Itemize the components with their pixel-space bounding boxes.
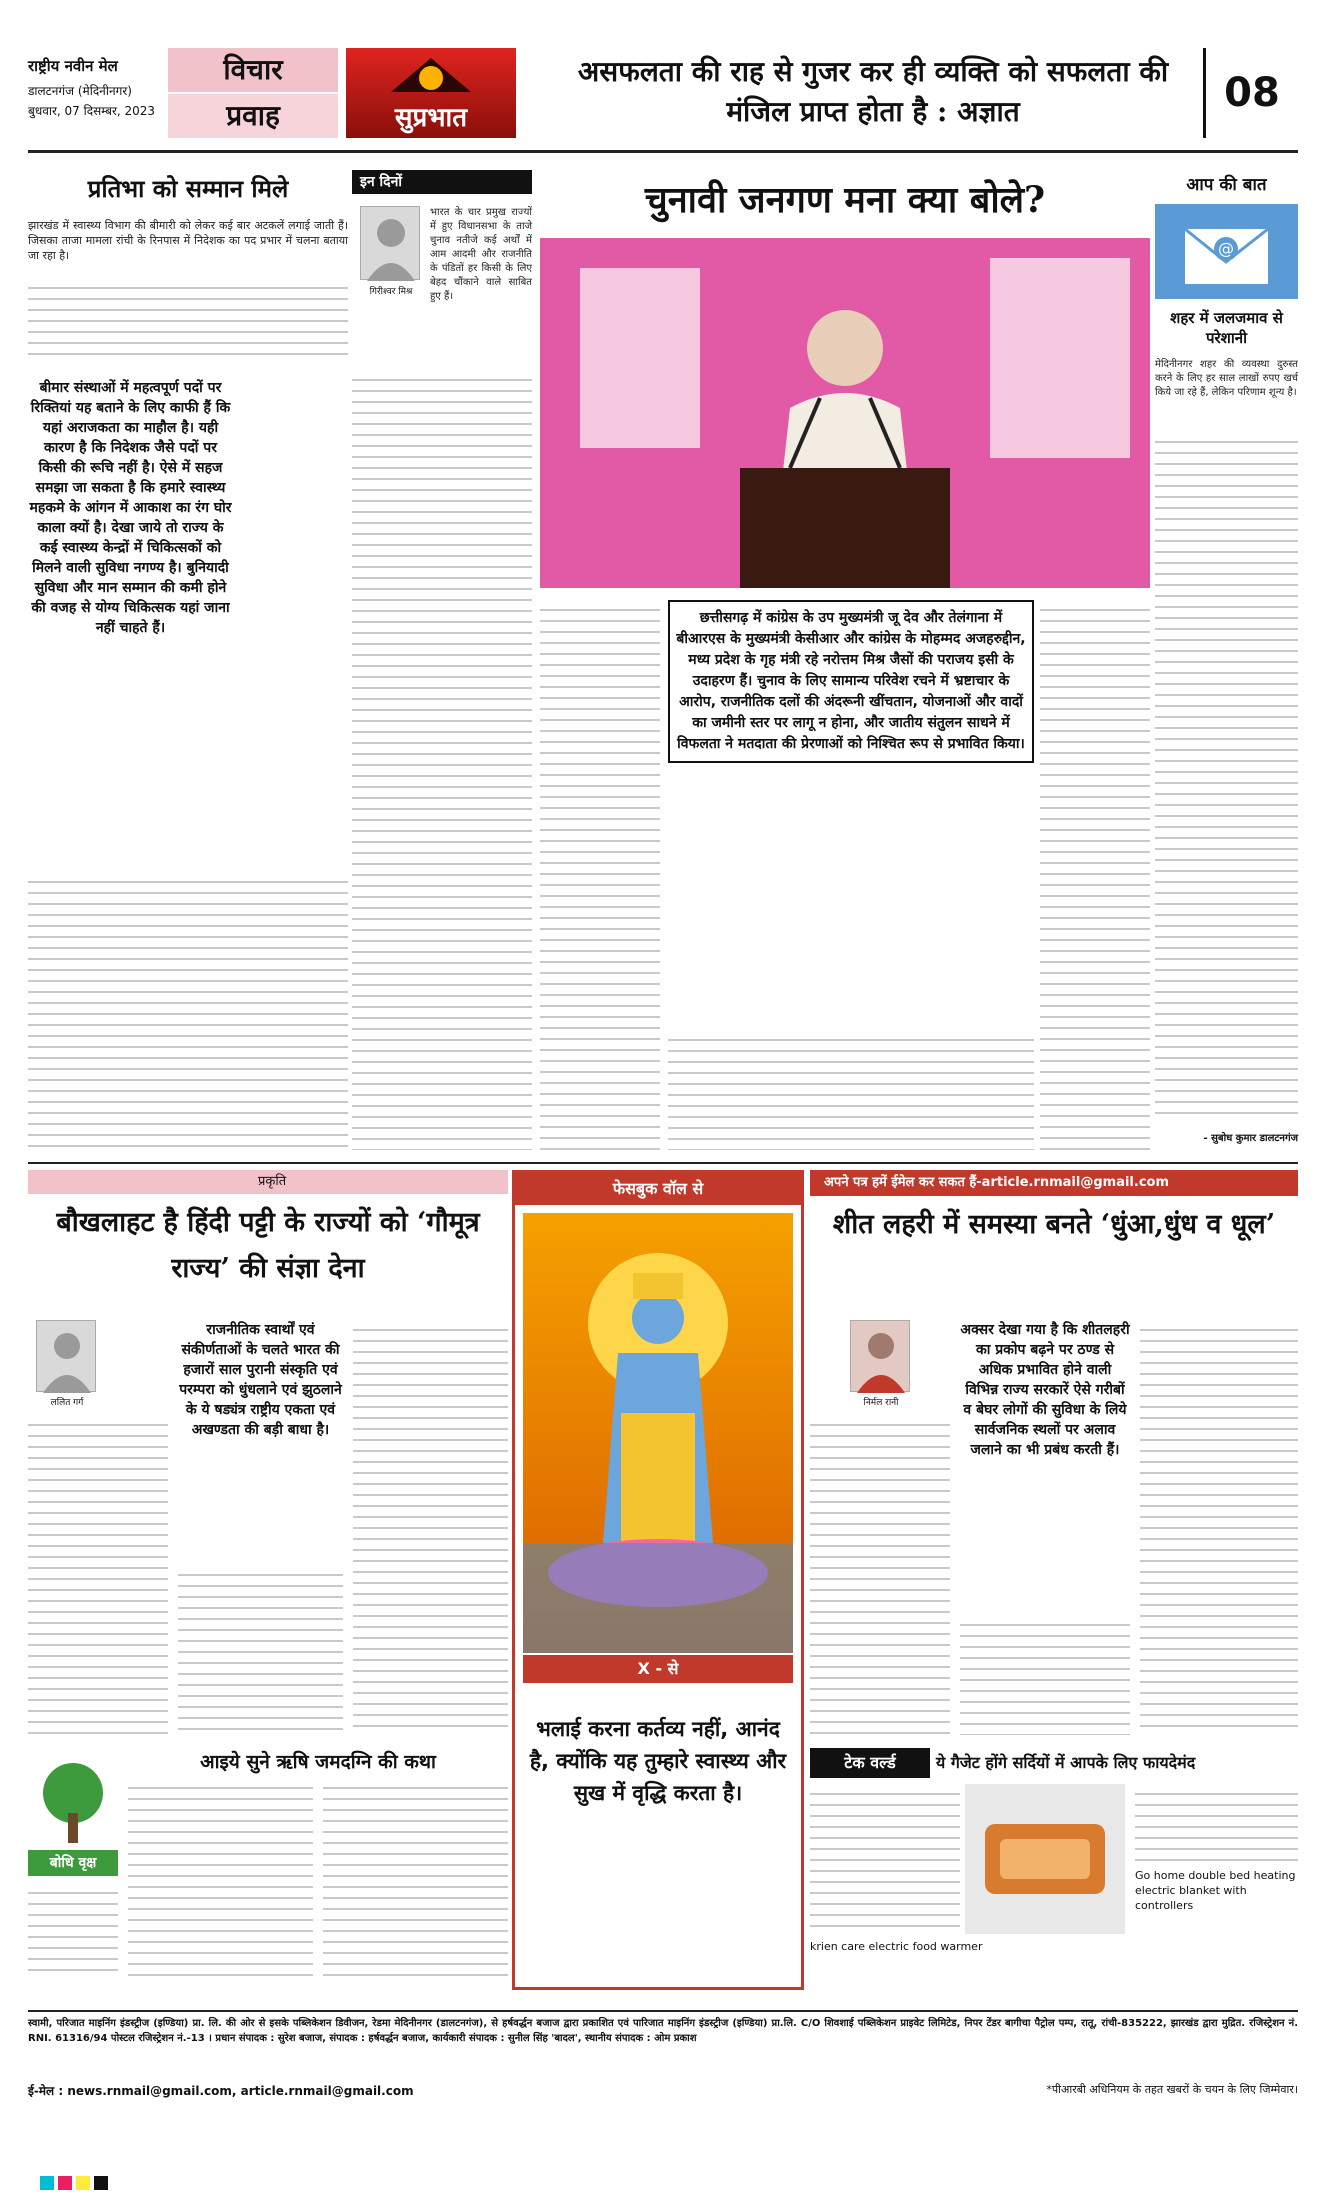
cold-pullquote: अक्सर देखा गया है कि शीतलहरी का प्रकोप बढ़ने पर ठण्ड से अधिक प्रभावित होने वाली विभिन्न राज्य सरकारें ऐसे गरीबों व बेघर लोगों की सुविधा के लिये सार्वजनिक स्थलों पर अलाव जलाने का भी प्रबंध करती हैं। [960, 1322, 1130, 1458]
editorial-lead: झारखंड में स्वास्थ्य विभाग की बीमारी को लेकर कई बार अटकलें लगाई जाती हैं। जिसका ताजा मामला रांची के रिनपास में निदेशक का पद प्रभार में चलना बताया जा रहा है। [28, 219, 348, 262]
nature-author-photo [36, 1320, 96, 1392]
tree-icon [28, 1758, 118, 1848]
svg-text:@: @ [1218, 239, 1234, 258]
main-bottom-text [668, 1030, 1034, 1150]
letters-body-more [1155, 432, 1298, 1122]
nature-section [28, 1170, 508, 1740]
warmer-image [965, 1784, 1125, 1934]
editorial-pullquote: बीमार संस्थाओं में महत्वपूर्ण पदों पर रिक्तियां यह बताने के लिए काफी हैं कि यहां अराजकता का माहौल है। यही कारण है कि निदेशक जैसे पदों पर किसी की रूचि नहीं है। ऐसे में सहज समझा जा सकता है कि हमारे स्वास्थ्य महकमे के आंगन में आकाश का रंग घोर काला क्यों है। देखा जाये तो राज्य के कई स्वास्थ्य केन्द्रों में चिकित्सकों को मिलने वाली सुविधा नगण्य है। बुनियादी सुविधा और मान सम्मान की कमी होने की वजह से योग्य चिकित्सक यहां जाना नहीं चाहते हैं। [29, 380, 232, 636]
cold-col3 [1140, 1320, 1298, 1735]
rishi-title: आइये सुने ऋषि जमदग्नि की कथा [200, 1751, 436, 1773]
editorial-title: प्रतिभा को सम्मान मिले [87, 174, 289, 203]
nature-col2 [178, 1565, 343, 1735]
letters [1155, 160, 1298, 1160]
footer-rule [28, 2010, 1298, 2012]
nature-col3 [353, 1320, 508, 1735]
tech-caption-1: krien care electric food warmer [810, 1940, 983, 1953]
masthead-rule [28, 150, 1298, 153]
footer-emails: ई-मेल : news.rnmail@gmail.com, article.rnmail@gmail.com [28, 2084, 414, 2098]
main-right-col [1040, 600, 1150, 1150]
footer-disclaimer: *पीआरबी अधिनियम के तहत खबरों के चयन के लिए जिम्मेवार। [1046, 2083, 1298, 2096]
main-photo [540, 238, 1150, 588]
rishi-col1 [128, 1778, 313, 1978]
rally-photo [540, 238, 1150, 588]
facebook-wall [512, 1170, 804, 1990]
person-icon [851, 1321, 911, 1393]
author-photo [360, 206, 420, 280]
letters-header: आप की बात [1186, 175, 1267, 195]
email-bar: अपने पत्र हमें ईमेल कर सकत हैं-article.rnmail@gmail.com [810, 1170, 1298, 1196]
tech-title: ये गैजेट होंगे सर्दियों में आपके लिए फायदेमंद [936, 1753, 1196, 1772]
suprabhat-text: सुप्रभात [394, 103, 468, 133]
editorial-body-1 [28, 278, 348, 364]
badge-bottom: प्रवाह [168, 94, 338, 138]
tech-caption-2: Go home double bed heating electric blanket with controllers [1135, 1869, 1296, 1912]
main-title: चुनावी जनगण मना क्या बोले? [644, 179, 1046, 221]
nature-pullquote: राजनीतिक स्वार्थों एवं संकीर्णताओं के चलते भारत की हजारों साल पुरानी संस्कृति एवं परम्परा को धुंधलाने एवं झुठलाने के ये षड्यंत्र राष्ट्रीय एकता एवं अखण्डता की बड़ी बाधा है। [179, 1322, 342, 1438]
suprabhat-banner [346, 48, 516, 138]
tech-label: टेक वर्ल्ड [810, 1748, 930, 1778]
main-story [540, 160, 1150, 1160]
letters-signature: - सुबोध कुमार डालटनगंज [1203, 1133, 1298, 1144]
nature-author: ललित गर्ग [50, 1398, 84, 1408]
footer [28, 2016, 1298, 2166]
nature-col1 [28, 1415, 168, 1735]
column [352, 160, 532, 1160]
person-icon [37, 1321, 97, 1393]
cold-author: निर्मल रानी [863, 1398, 899, 1408]
rishi-col2 [323, 1778, 508, 1978]
column-intro: भारत के चार प्रमुख राज्यों में हुए विधानसभा के ताजे चुनाव नतीजे कई अर्थों में आम आदमी और राजनीति के पंडितों हर किसी के लिए बेहद चौंकाने वाले साबित हुए हैं। [430, 207, 532, 302]
nature-label: प्रकृति [28, 1170, 508, 1194]
cold-author-photo [850, 1320, 910, 1392]
mid-rule [28, 1162, 1298, 1164]
cold-col2 [960, 1615, 1130, 1735]
rishi-section [28, 1748, 508, 1983]
rishi-label: बोधि वृक्ष [28, 1850, 118, 1876]
page-number: 08 [1203, 48, 1298, 138]
mail-icon [1155, 204, 1298, 299]
editorial [28, 160, 348, 1160]
imprint: स्वामी, परिजात माइनिंग इंडस्ट्रीज (इण्डिया) प्रा. लि. की ओर से इसके पब्लिकेशन डिवीजन, रेडमा मेदिनीनगर (डालटनगंज), से हर्षवर्द्धन बजाज द्वारा प्रकाशित एवं पारिजात माइनिंग इंडस्ट्रीज (इण्डिया) प्रा.लि. C/O शिवशाई पब्लिकेशन प्राइवेट लिमिटेड, निपर टेंडर बागीचा पैट्रोल पम्प, रातू, रांची-835222, झारखंड द्वारा मुद्रित. रजिस्ट्रेशन नं. RNI. 61316/94 पोस्टल रजिस्ट्रेशन नं.-13 । प्रधान संपादक : सुरेश बजाज, संपादक : हर्षवर्द्धन बजाज, कार्यकारी संपादक : सुनील सिंह 'बादल', स्थानीय संपादक : ओम प्रकाश [28, 2018, 1298, 2044]
main-left-col [540, 600, 660, 1150]
rishi-col0 [28, 1883, 118, 1978]
letters-title: शहर में जलजमाव से परेशानी [1170, 309, 1283, 347]
sun-icon [346, 48, 516, 98]
facebook-quote: भलाई करना कर्तव्य नहीं, आनंद है, क्योंकि यह तुम्हारे स्वास्थ्य और सुख में वृद्धि करता है। [529, 1717, 787, 1805]
main-highlight: छत्तीसगढ़ में कांग्रेस के उप मुख्यमंत्री जू देव और तेलंगाना में बीआरएस के मुख्यमंत्री केसीआर और कांग्रेस के मोहम्मद अजहरुद्दीन, मध्य प्रदेश के गृह मंत्री रहे नरोत्तम मिश्र जैसों की पराजय इसी के उदाहरण हैं। चुनाव के लिए सामान्य परिवेश रचने में भ्रष्टाचार के आरोप, राजनीतिक दलों की अंदरूनी खींचतान, योजनाओं और वादों का जमीनी स्तर पर लागू न होना, और जातीय संतुलन साधने में विफलता ने मतदाता की प्रेरणाओं को निश्चित रूप से प्रभावित किया। [668, 600, 1034, 763]
tech-section [810, 1748, 1298, 1983]
cold-title: शीत लहरी में समस्या बनते ‘धुंआ,धुंध व धूल’ [832, 1209, 1276, 1240]
quote-headline: असफलता की राह से गुजर कर ही व्यक्ति को सफलता की मंजिल प्राप्त होता है : अज्ञात [577, 55, 1169, 128]
nature-title: बौखलाहट है हिंदी पट्टी के राज्यों को ‘गौमूत्र राज्य’ की संज्ञा देना [56, 1207, 480, 1284]
deity-illustration [523, 1213, 793, 1653]
column-label: इन दिनों [352, 170, 532, 194]
paper-name: राष्ट्रीय नवीन मेल [28, 57, 118, 75]
person-icon [361, 207, 421, 281]
facebook-source: X - से [523, 1655, 793, 1683]
registration-marks [40, 2175, 1290, 2191]
column-author: गिरीश्वर मिश्र [369, 287, 413, 297]
cold-section [810, 1170, 1298, 1740]
editorial-body-2 [28, 872, 348, 1152]
section-badge [168, 48, 338, 138]
facebook-label: फेसबुक वॉल से [515, 1173, 801, 1205]
column-body [352, 370, 532, 1150]
date: बुधवार, 07 दिसम्बर, 2023 [28, 104, 156, 118]
tech-col3 [1135, 1784, 1298, 1864]
deity-image [523, 1213, 793, 1653]
letters-body: मेदिनीनगर शहर की व्यवस्था दुरुस्त करने के लिए हर साल लाखों रुपए खर्च किये जा रहे हैं, लेकिन परिणाम शून्य है। [1155, 359, 1298, 398]
edition: डालटनगंज (मेदिनीनगर) [28, 84, 132, 98]
badge-top: विचार [168, 48, 338, 92]
tech-col1 [810, 1784, 960, 1934]
cold-col1 [810, 1415, 950, 1735]
masthead [28, 48, 1298, 143]
